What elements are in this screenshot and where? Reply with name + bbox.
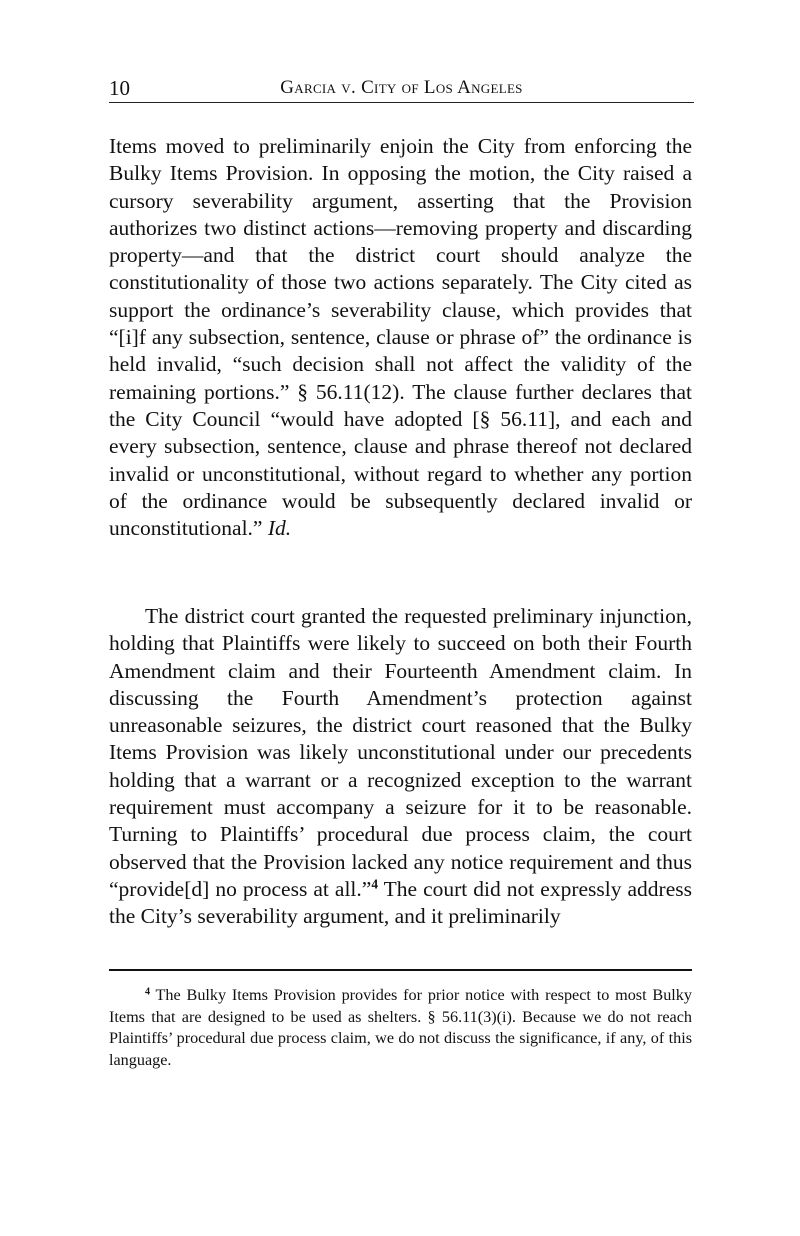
case-title: Garcia v. City of Los Angeles <box>280 77 523 98</box>
page-number: 10 <box>109 76 130 100</box>
footnote-4 <box>109 985 692 1071</box>
running-header <box>109 76 694 103</box>
footnote-reference: 4 <box>371 876 378 892</box>
paragraph-2-text-before: The district court granted the requested preliminary injunction, holding that Plaintiffs were likely to succeed on both their Fourth Amendment claim and their Fourteenth Amendment claim. In discussing the Fourth Amendment’s protection against unreasonable seizures, the district court reasoned that the Bulky Items Provision was likely unconstitutional under our precedents holding that a warrant or a recognized exception to the warrant requirement must accompany a seizure for it to be reasonable. Turning to Plaintiffs’ procedural due process claim, the court observed that the Provision lacked any notice requirement and thus “provide[d] no process at all.” <box>109 604 692 901</box>
footnote-text: The Bulky Items Provision provides for prior notice with respect to most Bulky Items that are designed to be used as shelters. § 56.11(3)(i). Because we do not reach Plaintiffs’ procedural due process claim, we do not discuss the significance, if any, of this language. <box>109 986 692 1069</box>
footnote-marker: 4 <box>145 986 151 998</box>
paragraph-1-cite: Id. <box>267 516 292 541</box>
paragraph-1 <box>109 133 692 542</box>
paragraph-2-text-after: The court did not expressly address the City’s severability argument, and it preliminarily <box>109 876 692 929</box>
footnote-divider <box>109 969 692 971</box>
paragraph-2 <box>109 603 692 931</box>
paragraph-1-text: Items moved to preliminarily enjoin the City from enforcing the Bulky Items Provision. In opposing the motion, the City raised a cursory severability argument, asserting that the Provision authorizes two distinct actions—removing property and discarding property—and that the district court should analyze the constitutionality of those two actions separately. The City cited as support the ordinance’s severability clause, which provides that “[i]f any subsection, sentence, clause or phrase of” the ordinance is held invalid, “such decision shall not affect the validity of the remaining portions.” § 56.11(12). The clause further declares that the City Council “would have adopted [§ 56.11], and each and every subsection, sentence, clause and phrase thereof not declared invalid or unconstitutional, without regard to whether any portion of the ordinance would be subsequently declared invalid or unconstitutional.” <box>109 134 692 541</box>
